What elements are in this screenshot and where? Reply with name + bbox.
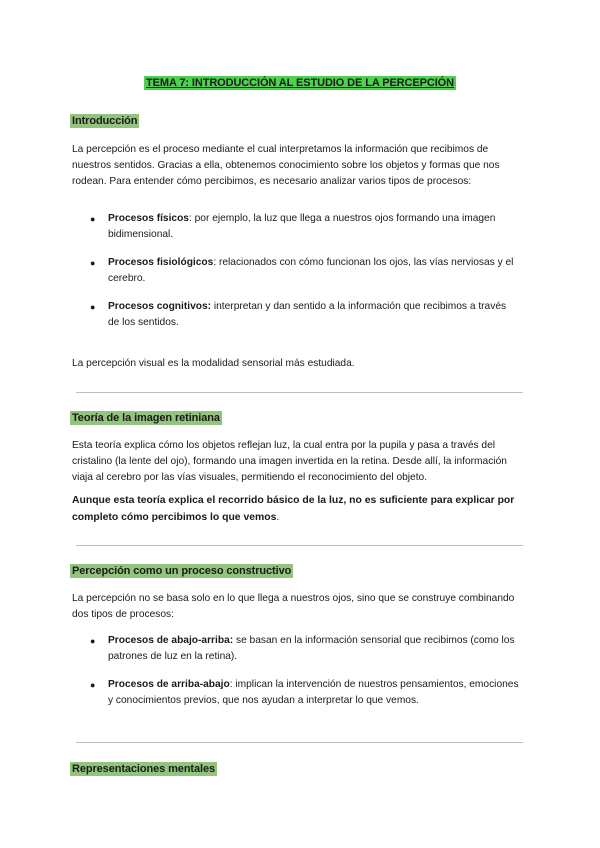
bullet-procesos-fisiologicos <box>90 255 520 287</box>
bullet-term: Procesos cognitivos: <box>108 301 212 312</box>
bullet-text: interpretan y dan sentido a la información que recibimos a través de los sentidos. <box>108 301 507 328</box>
heading-representaciones-mentales: Representaciones mentales <box>72 763 216 775</box>
bullet-icon: ● <box>90 636 96 646</box>
bullet-icon: ● <box>90 214 96 224</box>
retinal-paragraph: Esta teoría explica cómo los objetos reflejan luz, la cual entra por la pupila y pasa a través del cristalino (la lente del ojo), formando una imagen invertida en la retina. Desde allí, la información viaja al cerebro por las vías visuales, permitiendo el reconocimiento del objeto. <box>72 440 507 483</box>
document-title: TEMA 7: INTRODUCCIÓN AL ESTUDIO DE LA PERCEPCIÓN <box>146 77 454 89</box>
bullet-text: : por ejemplo, la luz que llega a nuestros ojos formando una imagen bidimensional. <box>108 213 496 240</box>
bullet-text: : relacionados con cómo funcionan los ojos, las vías nerviosas y el cerebro. <box>108 257 514 284</box>
heading-introduccion: Introducción <box>72 115 138 127</box>
intro-paragraph: La percepción es el proceso mediante el cual interpretamos la información que recibimos de nuestros sentidos. Gracias a ella, obtenemos conocimiento sobre los objetos y formas que nos rodean. Para entender cómo percibimos, es necesario analizar varios tipos de procesos: <box>72 144 500 187</box>
heading-percepcion-constructivo: Percepción como un proceso constructivo <box>72 565 292 577</box>
section-divider <box>76 742 523 743</box>
section-divider <box>76 545 523 546</box>
bullet-abajo-arriba <box>90 633 520 665</box>
bullet-icon: ● <box>90 302 96 312</box>
bullet-text: : implican la intervención de nuestros pensamientos, emociones y conocimientos previos, que nos ayudan a interpretar lo que vemos. <box>108 679 519 706</box>
bullet-icon: ● <box>90 258 96 268</box>
bullet-text: se basan en la información sensorial que recibimos (como los patrones de luz en la retina). <box>108 635 515 662</box>
title-wrap <box>0 73 600 91</box>
bullet-term: Procesos de abajo-arriba: <box>108 635 234 646</box>
bullet-procesos-cognitivos <box>90 299 520 331</box>
bullet-arriba-abajo <box>90 677 520 709</box>
retinal-bold-paragraph <box>72 493 528 526</box>
bullet-procesos-fisicos <box>90 211 520 243</box>
constructive-paragraph: La percepción no se basa solo en lo que llega a nuestros ojos, sino que se construye combinando dos tipos de procesos: <box>72 593 515 620</box>
intro-closing: La percepción visual es la modalidad sensorial más estudiada. <box>72 358 355 369</box>
bullet-term: Procesos fisiológicos <box>108 257 214 268</box>
bullet-term: Procesos de arriba-abajo <box>108 679 230 690</box>
retinal-bold-end: . <box>276 511 280 523</box>
bullet-icon: ● <box>90 680 96 690</box>
retinal-bold-text: Aunque esta teoría explica el recorrido básico de la luz, no es suficiente para explicar por completo cómo percibimos lo que vemos <box>72 495 515 523</box>
heading-teoria-imagen-retiniana: Teoría de la imagen retiniana <box>72 412 220 424</box>
section-divider <box>76 392 523 393</box>
bullet-term: Procesos físicos <box>108 213 189 224</box>
